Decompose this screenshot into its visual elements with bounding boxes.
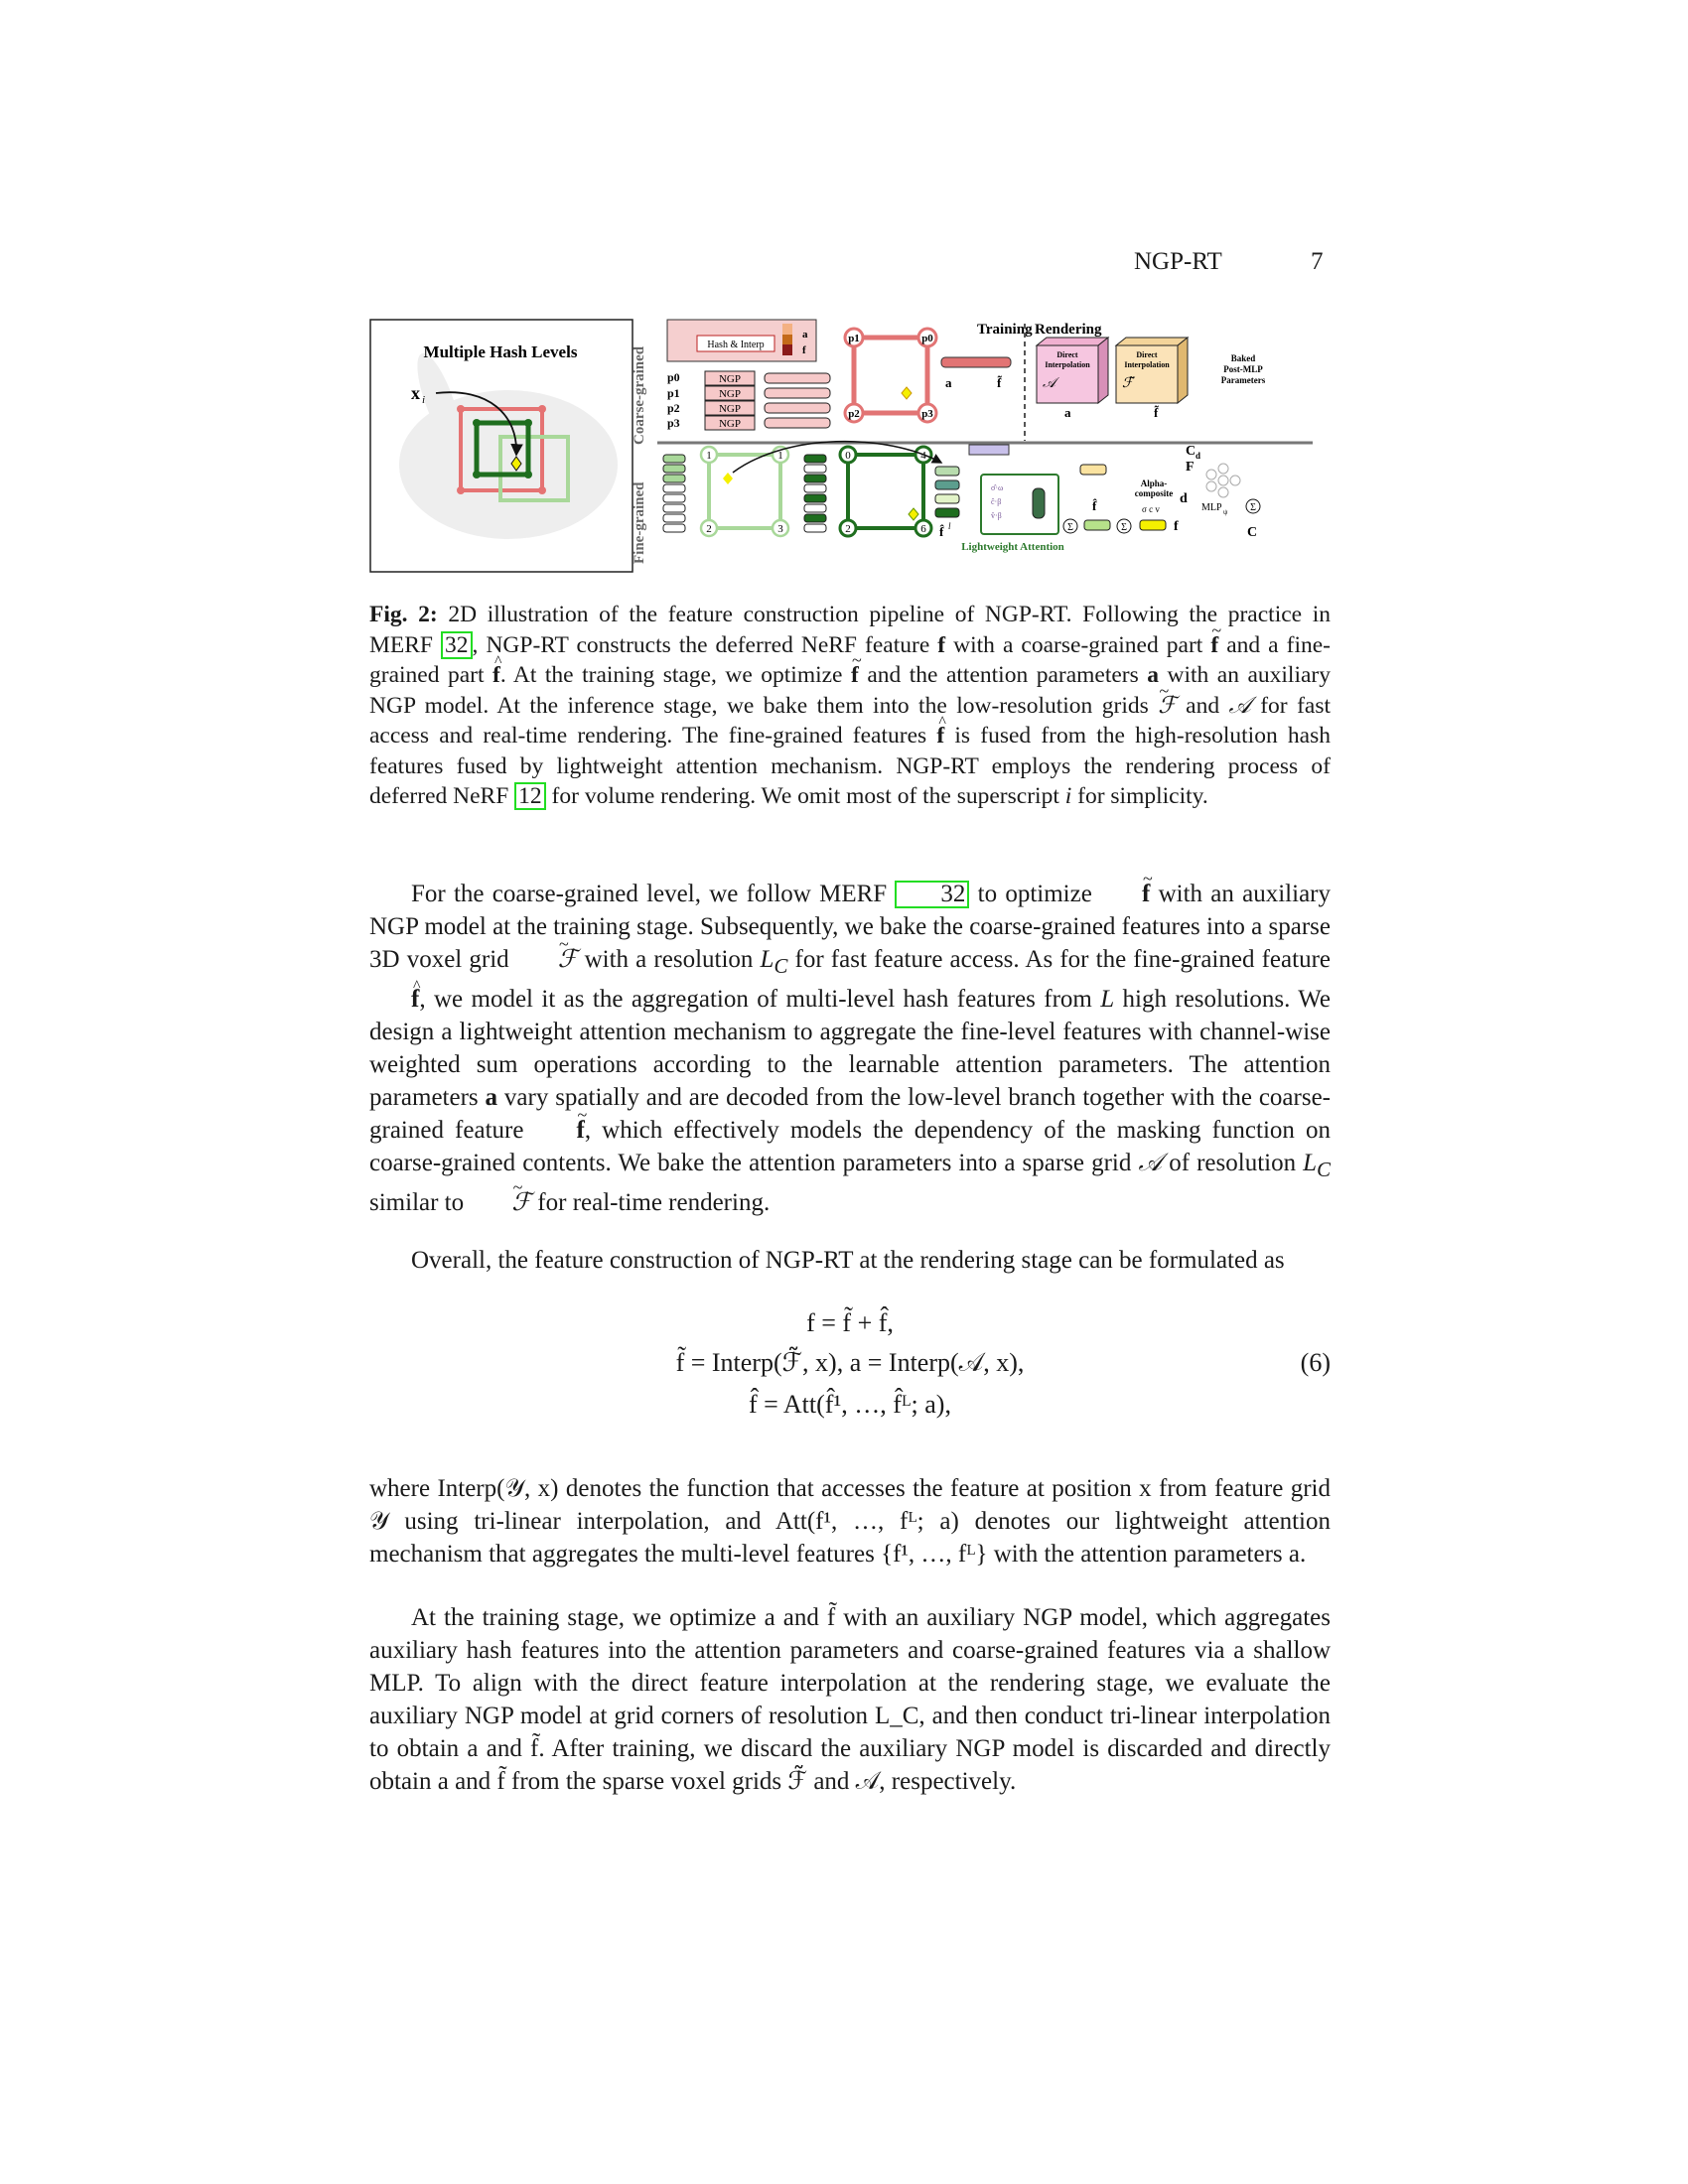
- coarse-grained-label: Coarse-grained: [632, 345, 647, 445]
- caption-label: Fig. 2:: [369, 602, 438, 627]
- svg-text:f̂: f̂: [939, 524, 944, 539]
- svg-text:NGP: NGP: [718, 418, 742, 430]
- paragraph-interp-definition: where Interp(𝒴, x) denotes the function that accesses the feature at position x from feature grid 𝒴 using tri-linear interpolation, and Att(f¹, …, fᴸ; a) denotes our lightweight attention mechanism that aggregates the multi-level features {f¹, …, fᴸ} with the attention parameters a.: [369, 1475, 1331, 1568]
- svg-text:i: i: [422, 394, 426, 406]
- equation-line: f = f̃ + f̂,: [806, 1308, 894, 1337]
- svg-text:f̃: f̃: [1154, 405, 1159, 420]
- paragraph-training-stage: At the training stage, we optimize a and f̃ with an auxiliary NGP model, which aggregates auxiliary hash features into the attention parameters and coarse-grained features via a shallow MLP. To align with the direct feature interpolation at the rendering stage, we evaluate the auxiliary NGP model at grid corners of resolution L_C, and then conduct tri-linear interpolation to obtain a and f̃. After training, we discard the auxiliary NGP model is discarded and directly obtain a and f̃ from the sparse voxel grids ℱ̃ and 𝒜, respectively.: [369, 1604, 1331, 1795]
- svg-text:ψ: ψ: [1223, 508, 1228, 516]
- svg-text:x: x: [411, 383, 420, 403]
- paragraph-overall: Overall, the feature construction of NGP-RT at the rendering stage can be formulated as: [411, 1247, 1285, 1274]
- citation-link[interactable]: 32: [441, 631, 473, 659]
- svg-text:p3: p3: [667, 416, 680, 430]
- svg-text:d: d: [1180, 491, 1188, 506]
- svg-text:p0: p0: [921, 333, 933, 344]
- svg-text:f̂: f̂: [1092, 498, 1097, 513]
- svg-text:ĉ·β: ĉ·β: [991, 497, 1002, 506]
- svg-text:Lightweight Attention: Lightweight Attention: [961, 541, 1064, 553]
- svg-text:p1: p1: [667, 386, 680, 400]
- citation-link[interactable]: 32: [895, 881, 969, 908]
- svg-text:𝒜: 𝒜: [1043, 376, 1056, 391]
- svg-text:σ c v: σ c v: [1142, 504, 1160, 514]
- running-title: NGP-RT: [1134, 248, 1222, 275]
- svg-text:C: C: [1247, 525, 1258, 540]
- svg-text:Interpolation: Interpolation: [1045, 360, 1090, 369]
- svg-text:C: C: [1186, 444, 1196, 459]
- svg-text:p2: p2: [667, 401, 680, 415]
- svg-text:Direct: Direct: [1056, 350, 1078, 359]
- svg-text:2: 2: [706, 523, 712, 535]
- svg-text:v̂·β: v̂·β: [991, 511, 1002, 520]
- equation-line: f̂ = Att(f̂¹, …, f̂ᴸ; a),: [749, 1390, 951, 1419]
- caption-text: 2D illustration of the feature construction pipeline of NGP-RT. Following the practice in MERF 32 , NGP-RT constructs the deferred NeRF feature f with a coarse-grained part ~ f and a fine-grained part ^ f. At the training stage, we optimize ~ f and the attention parameters a with an auxiliary NGP model. At the inference stage, we bake them into the low-resolution grids ~ ℱ and 𝒜 for fast access and real-time rendering. The fine-grained features ^ f is fused from the high-resolution hash features fused by lightweight attention mechanism. NGP-RT employs the rendering process of deferred NeRF 12 for volume rendering. We omit most of the superscript i for simplicity.: [369, 602, 1331, 809]
- svg-text:ℱ̃: ℱ̃: [1122, 376, 1134, 391]
- svg-text:l: l: [948, 521, 951, 531]
- svg-text:Rendering: Rendering: [1035, 322, 1102, 338]
- svg-text:Direct: Direct: [1136, 350, 1158, 359]
- svg-text:a: a: [1064, 405, 1071, 420]
- svg-text:f: f: [802, 344, 806, 356]
- svg-text:4: 4: [920, 450, 926, 462]
- svg-text:σ̂·ω: σ̂·ω: [991, 483, 1004, 492]
- svg-text:F: F: [1186, 460, 1195, 475]
- svg-text:a: a: [802, 329, 808, 341]
- fine-grained-label: Fine-grained: [632, 481, 647, 564]
- svg-text:p2: p2: [848, 408, 860, 420]
- svg-text:NGP: NGP: [718, 373, 742, 385]
- paragraph-coarse-grained: For the coarse-grained level, we follow MERF 32 to optimize ~ f with an auxiliary NGP model at the training stage. Subsequently, we bake the coarse-grained features into a sparse 3D voxel grid ~ ℱ with a resolution $L_C$ for fast feature access. As for the fine-grained feature ^ f, we model it as the aggregation of multi-level hash features from L high resolutions. We design a lightweight attention mechanism to aggregate the fine-level features with channel-wise weighted sum operations according to the learnable attention parameters. The attention parameters a vary spatially and are decoded from the low-level branch together with the coarse-grained feature ~ f, which effectively models the dependency of the masking function on coarse-grained contents. We bake the attention parameters into a sparse grid 𝒜 of resolution $L_C$ similar to ~ ℱ for real-time rendering.: [369, 878, 1331, 1219]
- running-header: [0, 248, 1688, 288]
- svg-text:Σ: Σ: [1121, 522, 1127, 533]
- svg-text:Training: Training: [977, 322, 1033, 338]
- svg-text:0: 0: [845, 450, 851, 462]
- svg-text:Alpha-: Alpha-: [1140, 478, 1168, 488]
- panel-title: Multiple Hash Levels: [423, 342, 578, 361]
- svg-text:d: d: [1196, 451, 1201, 461]
- svg-text:p0: p0: [667, 370, 680, 384]
- svg-text:Interpolation: Interpolation: [1124, 360, 1170, 369]
- svg-text:MLP: MLP: [1201, 502, 1222, 513]
- equation-line: f̃ = Interp(ℱ̃, x), a = Interp(𝒜, x),: [675, 1348, 1025, 1377]
- svg-text:Parameters: Parameters: [1220, 375, 1266, 385]
- multiple-hash-levels-panel: [370, 320, 633, 572]
- svg-text:6: 6: [920, 523, 926, 535]
- svg-text:1: 1: [706, 450, 712, 462]
- citation-link[interactable]: 12: [514, 782, 546, 810]
- svg-text:3: 3: [777, 523, 783, 535]
- svg-text:Σ: Σ: [1250, 502, 1256, 513]
- figure-caption: [369, 600, 1331, 812]
- page-number: 7: [1311, 248, 1324, 275]
- svg-text:p1: p1: [848, 333, 860, 344]
- svg-text:Σ: Σ: [1067, 522, 1073, 533]
- pipeline-diagram: [369, 316, 1331, 576]
- svg-text:NGP: NGP: [718, 388, 742, 400]
- svg-text:composite: composite: [1134, 488, 1174, 498]
- svg-text:NGP: NGP: [718, 403, 742, 415]
- svg-text:Hash & Interp: Hash & Interp: [707, 340, 765, 350]
- figure-2: [369, 316, 1331, 576]
- svg-text:2: 2: [845, 523, 851, 535]
- svg-text:a: a: [945, 375, 952, 390]
- svg-text:p3: p3: [921, 408, 933, 420]
- equation-number: (6): [1300, 1348, 1331, 1377]
- svg-text:Post-MLP: Post-MLP: [1223, 364, 1263, 374]
- svg-text:1: 1: [777, 450, 783, 462]
- svg-text:Baked: Baked: [1230, 353, 1256, 363]
- svg-text:f: f: [1174, 519, 1179, 534]
- svg-text:f̃: f̃: [997, 375, 1002, 390]
